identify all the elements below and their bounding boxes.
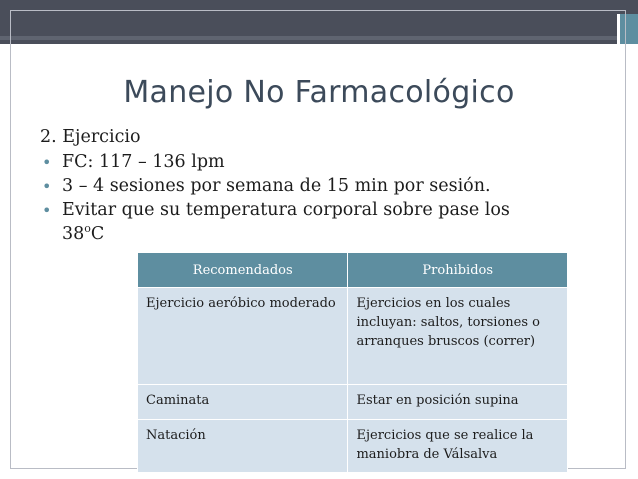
bullet-dot-icon: • <box>42 201 52 220</box>
bullet-dot-icon: • <box>42 177 52 196</box>
header-prohibidos: Prohibidos <box>348 253 568 288</box>
section-heading: 2. Ejercicio <box>40 127 141 147</box>
table-cell: Natación <box>138 420 348 473</box>
table-cell: Ejercicio aeróbico moderado <box>138 288 348 385</box>
slide-title: Manejo No Farmacológico <box>123 75 515 110</box>
table-cell: Caminata <box>138 385 348 420</box>
bullet-text: FC: 117 – 136 lpm <box>62 152 225 172</box>
temperature-number: 38 <box>62 224 85 244</box>
top-bar-accent-stripe <box>0 36 638 40</box>
table-cell: Ejercicios en los cuales incluyan: saltos, torsiones o arranques bruscos (correr) <box>348 288 568 385</box>
bullet-item <box>40 151 630 174</box>
table-row <box>138 288 568 385</box>
bullet-dot-icon: • <box>42 153 52 172</box>
slide-content <box>40 126 630 246</box>
table-row <box>138 385 568 420</box>
table-header-row <box>138 253 568 288</box>
header-recomendados: Recomendados <box>138 253 348 288</box>
recommendations-table <box>137 252 568 473</box>
corner-accent-square <box>617 14 638 44</box>
bullet-item <box>40 175 630 198</box>
bullet-item <box>40 199 630 222</box>
table-cell: Ejercicios que se realice la maniobra de Válsalva <box>348 420 568 473</box>
degree-symbol: o <box>84 222 91 236</box>
bullet-text: 3 – 4 sesiones por semana de 15 min por sesión. <box>62 176 491 196</box>
table-cell: Estar en posición supina <box>348 385 568 420</box>
bullet-text: Evitar que su temperatura corporal sobre pase los <box>62 200 510 220</box>
bullet-list <box>40 151 630 222</box>
temperature-unit: C <box>90 224 105 244</box>
table-row <box>138 420 568 473</box>
temperature-value <box>40 223 630 246</box>
